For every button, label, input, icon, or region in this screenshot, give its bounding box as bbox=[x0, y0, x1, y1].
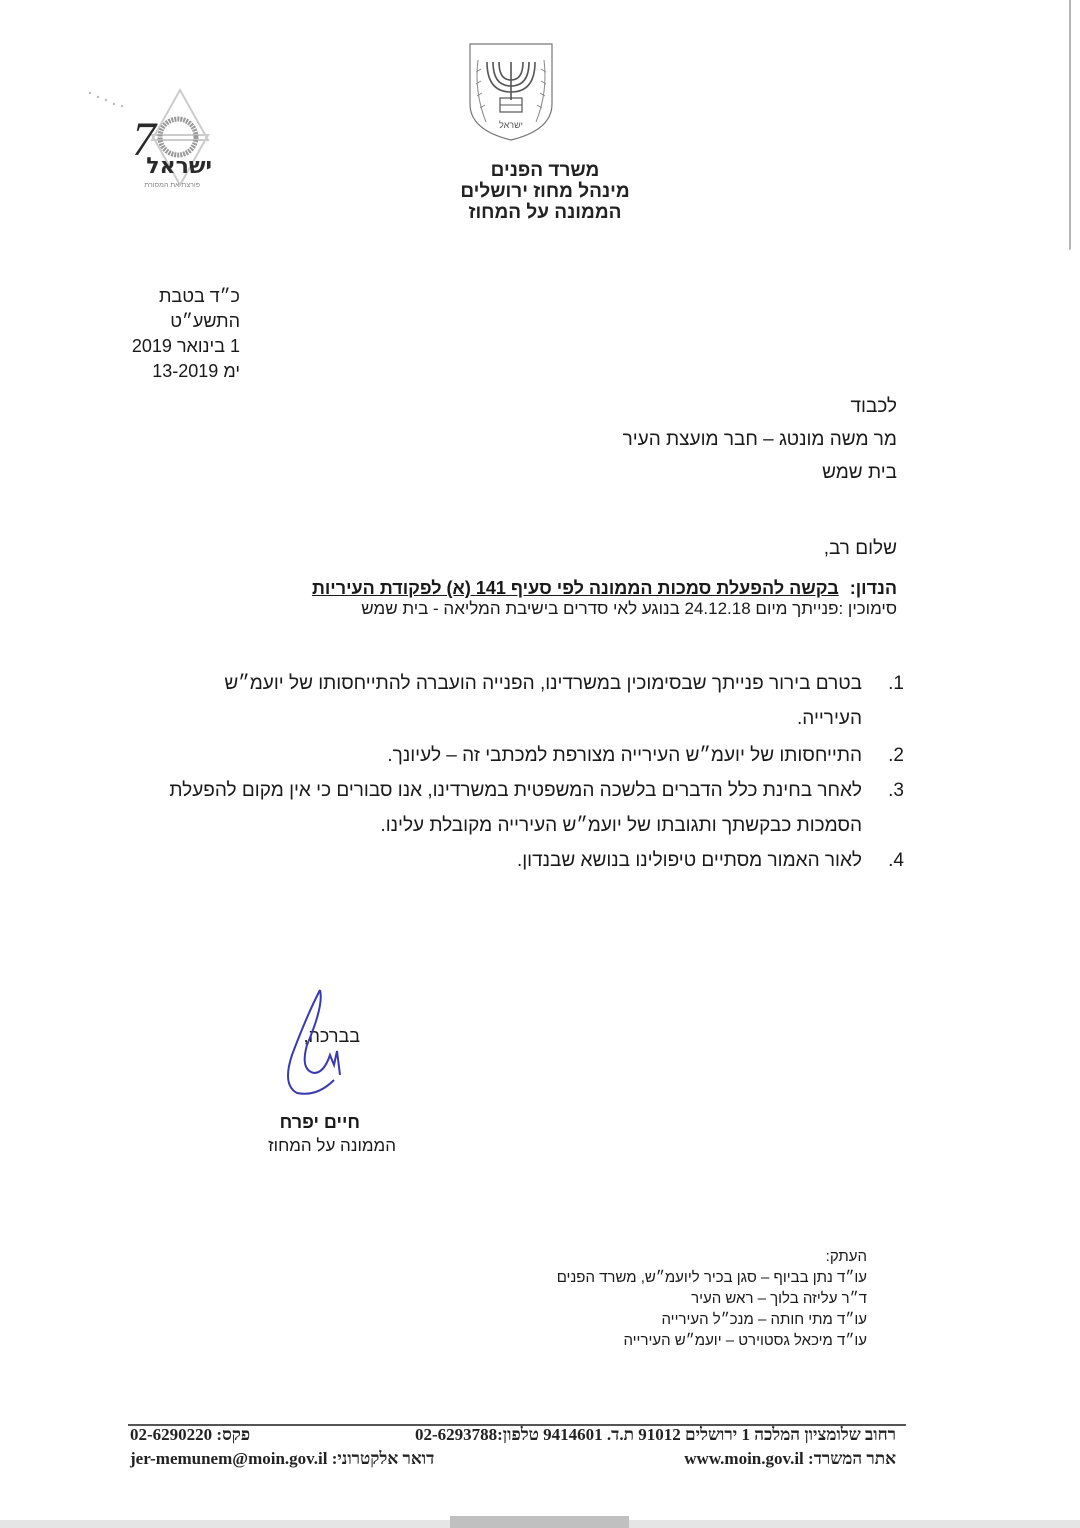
website-label: אתר המשרד: bbox=[808, 1449, 896, 1468]
greeting: שלום רב, bbox=[823, 538, 897, 559]
list-item bbox=[164, 666, 904, 736]
cc-recipient: עו״ד מתי חותה – מנכ״ל העירייה bbox=[661, 1311, 867, 1328]
footer-contact-row bbox=[130, 1425, 896, 1445]
recipient-salutation: לכבוד bbox=[850, 396, 897, 417]
website-link[interactable]: www.moin.gov.il bbox=[684, 1449, 804, 1468]
svg-text:7: 7 bbox=[132, 113, 156, 166]
page-edge bbox=[1069, 0, 1071, 250]
cc-recipient: עו״ד נתן בביוף – סגן בכיר ליועמ״ש, משרד הפנים bbox=[556, 1269, 867, 1286]
email-link[interactable]: jer-memunem@moin.gov.il bbox=[130, 1449, 328, 1468]
signature-icon bbox=[262, 985, 362, 1105]
svg-text:פורצת את המסורת: פורצת את המסורת bbox=[144, 182, 200, 189]
item-number: 1. bbox=[888, 673, 904, 694]
state-emblem-icon bbox=[466, 42, 556, 142]
item-number: 2. bbox=[888, 745, 904, 766]
cc-label: העתק: bbox=[825, 1248, 867, 1265]
footer-fax: פקס: 02-6290220 bbox=[130, 1425, 251, 1444]
email-label: דואר אלקטרוני: bbox=[331, 1449, 435, 1468]
recipient-name: מר משה מונטג – חבר מועצת העיר bbox=[622, 429, 897, 450]
subject-reference: סימוכין :פנייתך מיום 24.12.18 בנוגע לאי סדרים בישיבת המליאה - בית שמש bbox=[361, 599, 897, 618]
district-name: מינהל מחוז ירושלים bbox=[460, 181, 630, 202]
item-text: התייחסותו של יועמ״ש העירייה מצורפת למכתבי זה – לעיונך. bbox=[387, 745, 862, 766]
subject-line bbox=[312, 578, 897, 599]
item-number: 4. bbox=[888, 850, 904, 871]
reference-number: ימ 13-2019 bbox=[152, 361, 240, 381]
body-list bbox=[164, 666, 904, 878]
svg-text:ישראל: ישראל bbox=[146, 154, 212, 179]
svg-text:ישראל: ישראל bbox=[499, 120, 523, 130]
footer-phone: טלפון:02-6293788 bbox=[414, 1425, 539, 1444]
item-number: 3. bbox=[888, 780, 904, 801]
ministry-header bbox=[380, 160, 710, 223]
israel-70-logo bbox=[80, 85, 230, 195]
footer-web-row bbox=[130, 1449, 896, 1469]
scrollbar-thumb[interactable] bbox=[450, 1516, 629, 1528]
cc-block bbox=[557, 1246, 867, 1351]
gregorian-date: 1 בינואר 2019 bbox=[131, 336, 240, 356]
item-text: לאור האמור מסתיים טיפולינו בנושא שבנדון. bbox=[516, 850, 862, 871]
list-item bbox=[164, 773, 904, 843]
item-text: בטרם בירור פנייתך שבסימוכין במשרדינו, הפנייה הועברה להתייחסותו של יועמ״ש העירייה. bbox=[224, 673, 862, 729]
recipient-block bbox=[623, 396, 897, 495]
subject-label: הנדון: bbox=[849, 578, 897, 598]
cc-recipient: ד״ר עליזה בלוך – ראש העיר bbox=[691, 1290, 867, 1307]
list-item bbox=[164, 738, 904, 773]
list-item bbox=[164, 843, 904, 878]
footer-po-box: ת.ד. 9414601 bbox=[543, 1425, 634, 1444]
footer-address: רחוב שלומציון המלכה 1 ירושלים 91012 bbox=[638, 1425, 896, 1444]
ministry-name: משרד הפנים bbox=[490, 160, 600, 181]
date-block bbox=[120, 284, 240, 384]
signoff: בברכה, bbox=[303, 1026, 360, 1046]
signer-name: חיים יפרח bbox=[279, 1112, 360, 1132]
office-name: הממונה על המחוז bbox=[468, 202, 622, 223]
recipient-city: בית שמש bbox=[822, 462, 897, 483]
subject-title: בקשה להפעלת סמכות הממונה לפי סעיף 141 (א) לפקודת העיריות bbox=[311, 578, 839, 598]
hebrew-date: כ״ד בטבת התשע״ט bbox=[159, 286, 240, 331]
item-text: לאחר בחינת כלל הדברים בלשכה המשפטית במשרדינו, אנו סבורים כי אין מקום להפעלת הסמכות כבקשתך ותגובתו של יועמ״ש העירייה מקובלת עלינו. bbox=[169, 780, 862, 836]
signer-title: הממונה על המחוז bbox=[268, 1136, 396, 1155]
cc-recipient: עו״ד מיכאל גסטוירט – יועמ״ש העירייה bbox=[623, 1332, 867, 1349]
